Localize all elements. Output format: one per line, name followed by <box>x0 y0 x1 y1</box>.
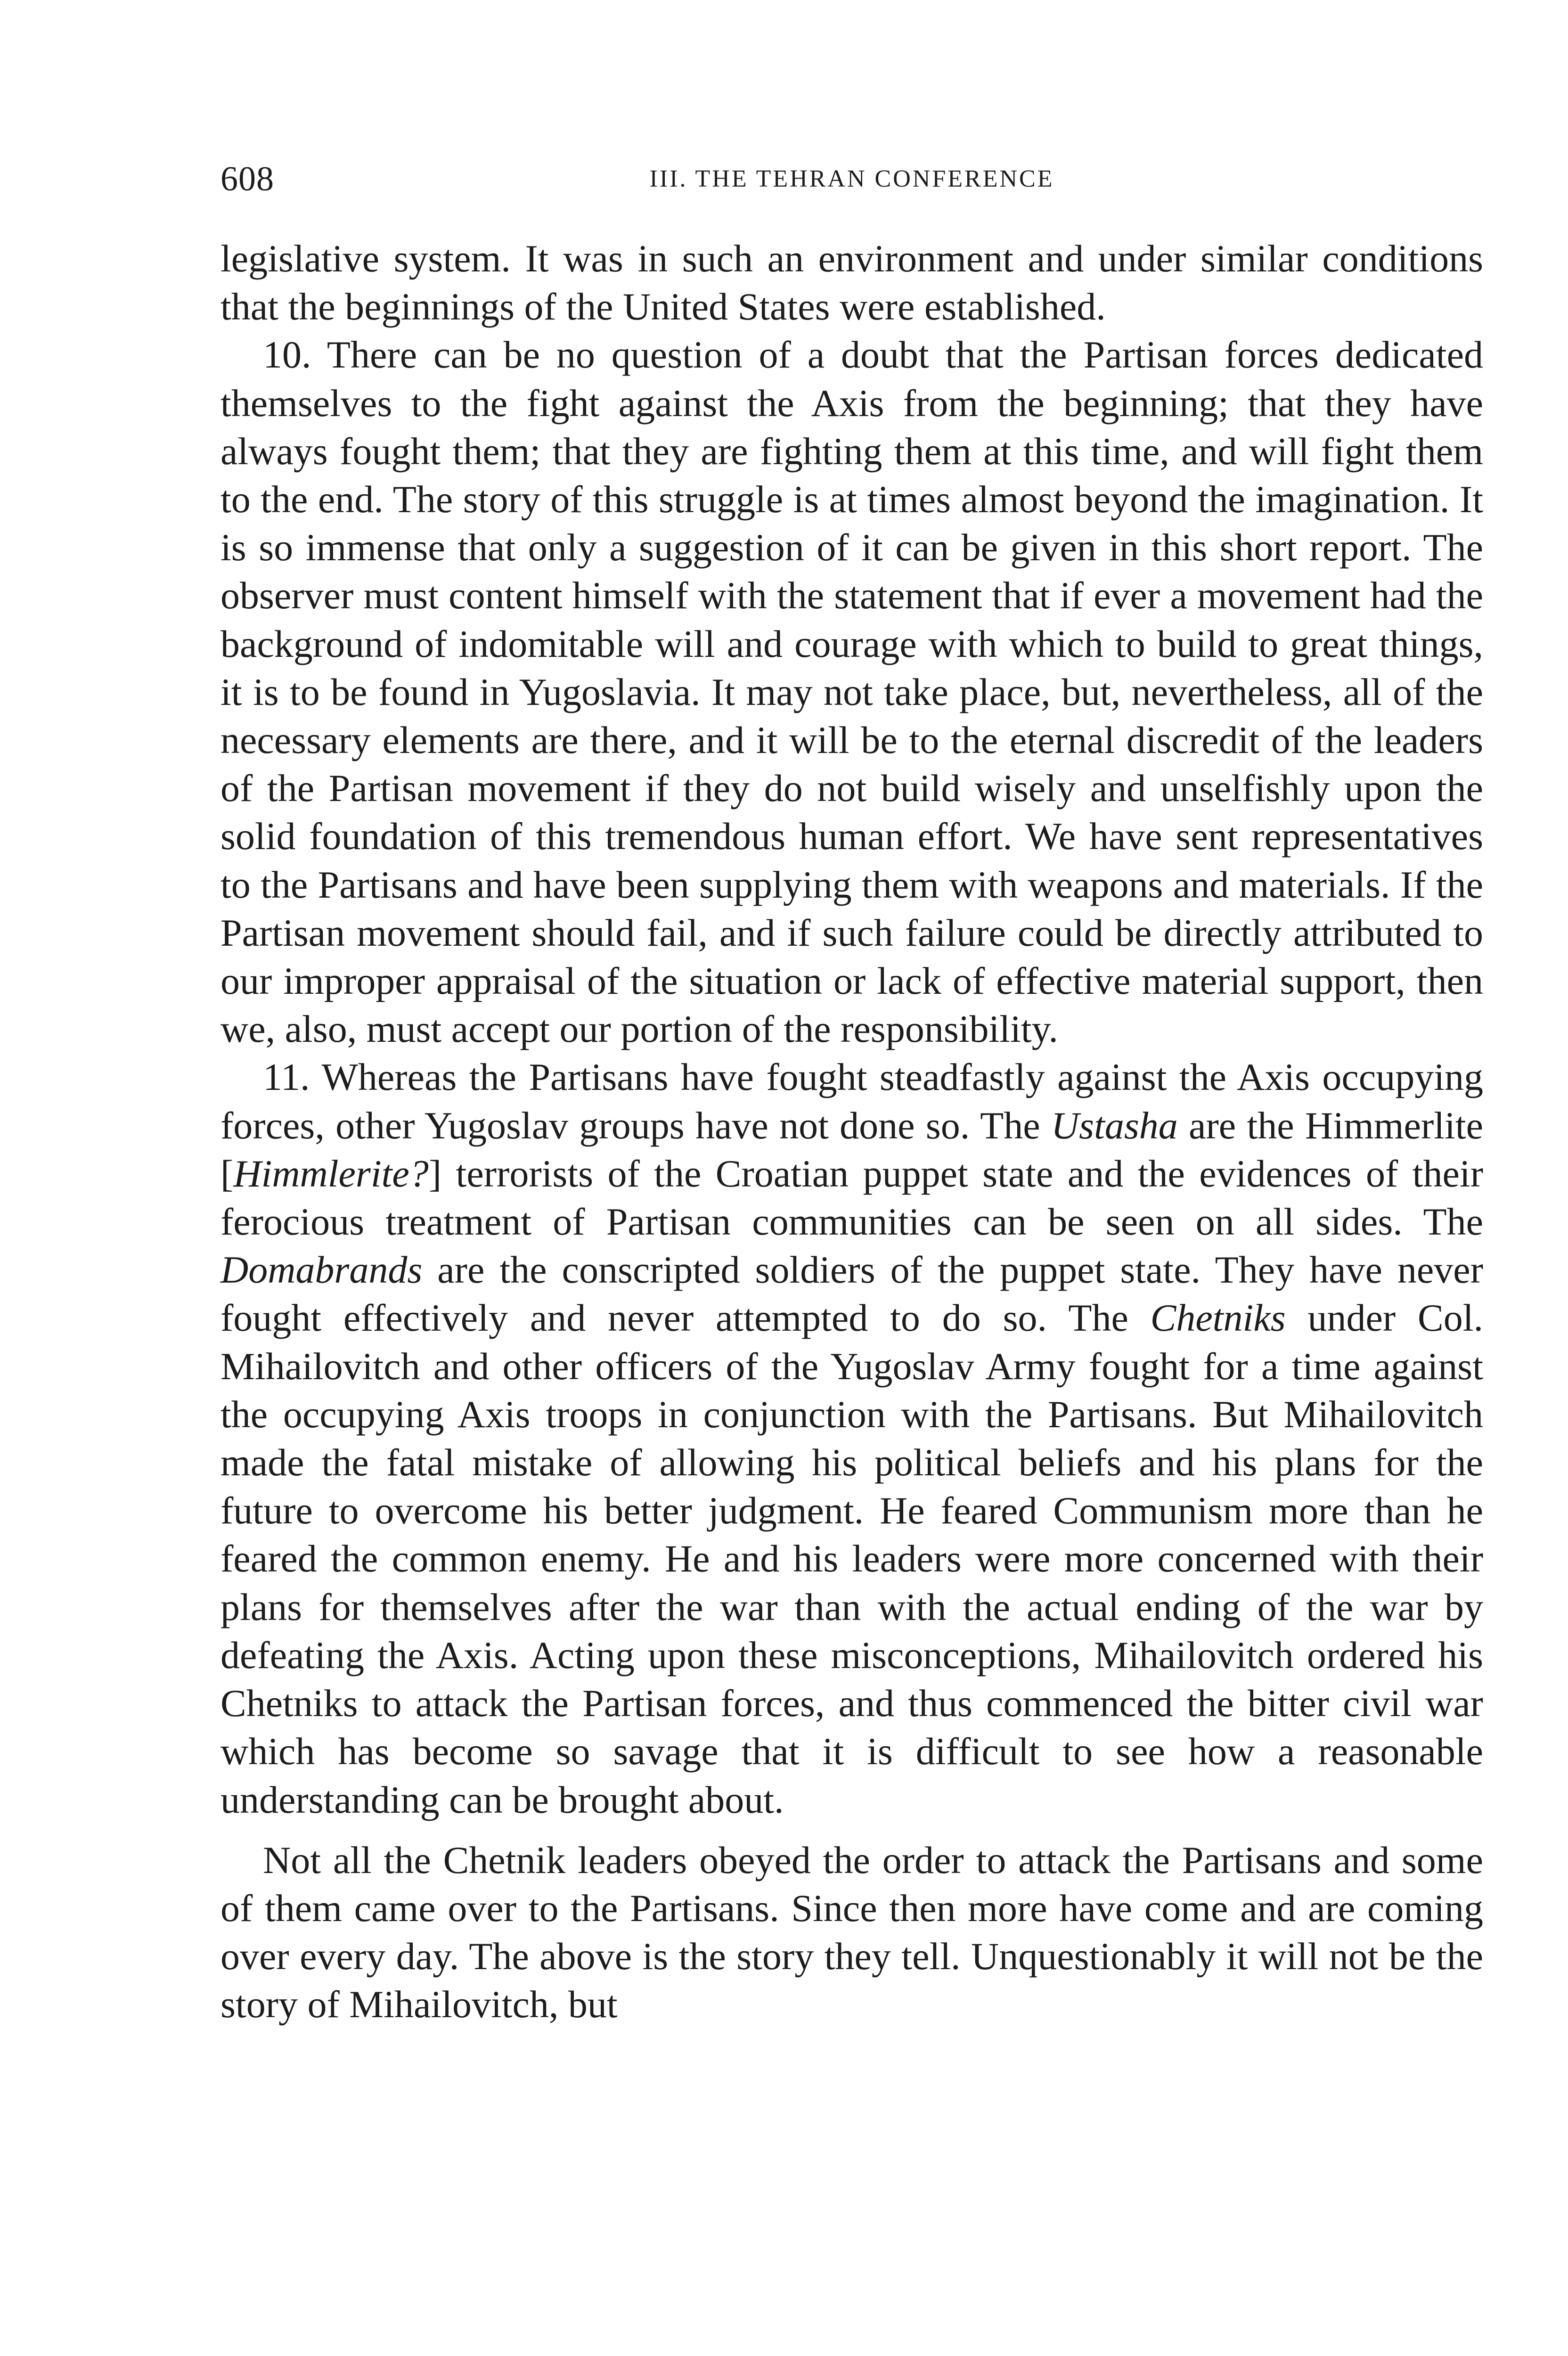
paragraph-10: 10. There can be no question of a doubt that the Partisan forces dedicated themselves to the fight against the Axis from the beginning; that they have always fought them; that they are fighting them at this time, and will fight them to the end. The story of this struggle is at times almost beyond the imagination. It is so immense that only a suggestion of it can be given in this short report. The observer must content himself with the statement that if ever a movement had the background of indomitable will and courage with which to build to great things, it is to be found in Yugoslavia. It may not take place, but, nevertheless, all of the necessary elements are there, and it will be to the eternal discredit of the leaders of the Partisan movement if they do not build wisely and unselfishly upon the solid foundation of this tremendous human effort. We have sent representatives to the Partisans and have been supplying them with weapons and materials. If the Partisan movement should fail, and if such failure could be directly attributed to our improper appraisal of the situation or lack of effective material support, then we, also, must accept our portion of the responsibility. <box>220 333 1483 1051</box>
body-text <box>220 235 1483 2029</box>
term-domabrands: Domabrands <box>220 1248 423 1292</box>
paragraph-11-text: ] terrorists of the Croatian puppet state and the evidences of their ferocious treatment of Partisan communities can be seen on all sides. The <box>220 1152 1483 1243</box>
paragraph-11-text: under Col. Mihailovitch and other officers of the Yugoslav Army fought for a time against the occupying Axis troops in conjunction with the Partisans. But Mihailovitch made the fatal mistake of allowing his political beliefs and his plans for the future to overcome his better judgment. He feared Communism more than he feared the common enemy. He and his leaders were more concerned with their plans for themselves after the war than with the actual ending of the war by defeating the Axis. Acting upon these misconceptions, Mihailovitch ordered his Chetniks to attack the Partisan forces, and thus commenced the bitter civil war which has become so savage that it is difficult to see how a reasonable understanding can be brought about. <box>220 1296 1483 1821</box>
paragraph-11-text: 11. Whereas the Partisans have fought steadfastly against the Axis occupying forces, other Yugoslav groups have not done so. The <box>220 1055 1483 1147</box>
running-head <box>220 155 1483 203</box>
running-title: III. THE TEHRAN CONFERENCE <box>649 165 1054 192</box>
paragraph-11-text: are the conscripted soldiers of the puppet state. They have never fought effectively and never attempted to do so. The <box>220 1248 1483 1340</box>
paragraph-11-text: are the Himmerlite [ <box>220 1104 1483 1195</box>
paragraph-chetnik-leaders: Not all the Chetnik leaders obeyed the order to attack the Partisans and some of them came over to the Partisans. Since then more have come and are coming over every day. The above is the story they tell. Unquestionably it will not be the story of Mihailovitch, but <box>220 1838 1483 2026</box>
term-chetniks: Chetniks <box>1150 1296 1286 1340</box>
paragraph-11 <box>220 1053 1483 1824</box>
term-ustasha: Ustasha <box>1051 1104 1178 1147</box>
editorial-note-himmlerite: Himmlerite? <box>233 1152 429 1195</box>
paragraph-continued: legislative system. It was in such an environment and under similar conditions that the beginnings of the United States were established. <box>220 237 1483 328</box>
page-number: 608 <box>220 160 274 198</box>
